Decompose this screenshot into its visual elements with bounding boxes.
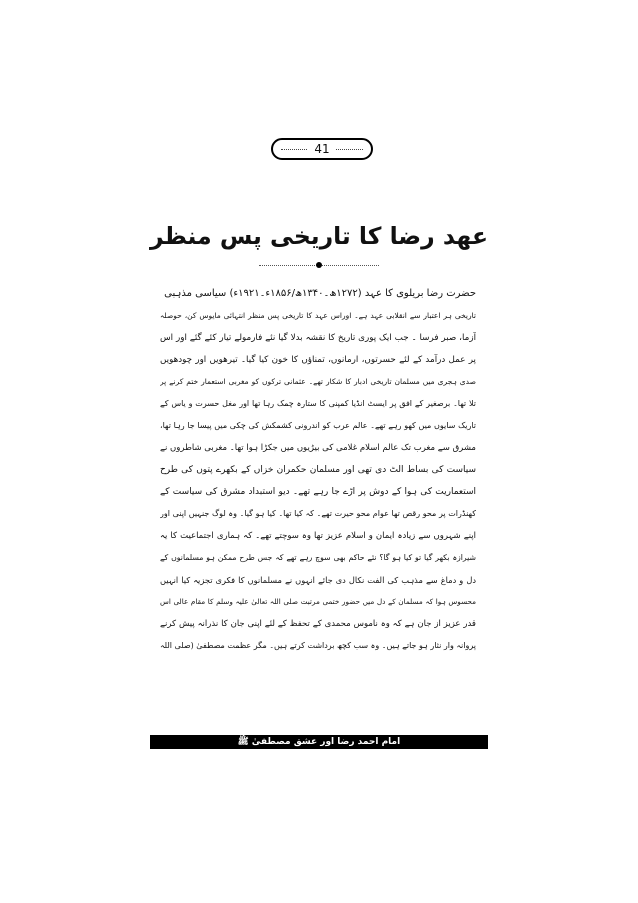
body-line: آزما، صبر فرسا ۔ جب ایک پوری تاریخ کا نقشہ بدلا گیا نئے فارمولے تیار کئے گئے اور اس (160, 333, 476, 343)
body-line: دل و دماغ سے مذہب کی الفت نکال دی جائے انہوں نے مسلمانوں کا فکری تجزیہ کیا انہیں (160, 575, 476, 585)
footer-bar (150, 735, 488, 749)
body-line: صدی ہجری میں مسلمان تاریخی ادبار کا شکار تھے۔ عثمانی ترکوں کو مغربی استعمار ختم کرنے پر (160, 377, 476, 386)
page-number: 41 (308, 142, 335, 156)
body-line: قدر عزیز از جان ہے کہ وہ ناموس محمدی کے تحفظ کے لئے اپنی جان کا نذرانہ پیش کرنے (160, 619, 476, 629)
page-number-frame (271, 138, 373, 160)
body-line: مشرق سے مغرب تک عالم اسلام غلامی کی بیڑیوں میں جکڑا ہوا تھا۔ مغربی شاطروں نے (160, 443, 476, 453)
body-line: شیرازہ بکھر گیا تو کیا ہو گا؟ نئے حاکم بھی سوچ رہے تھے کہ جس طرح ممکن ہو مسلمانوں کے (160, 553, 476, 562)
body-line: تلا تھا۔ برصغیر کے افق پر ایسٹ انڈیا کمپنی کا ستارہ چمک رہا تھا اور مغل حسرت و یاس کے (160, 399, 476, 408)
chapter-title: عهد رضا کا تاریخی پس منظر (149, 222, 488, 250)
body-text (160, 283, 476, 657)
body-line: حضرت رضا بریلوی کا عہد (۱۲۷۲ھ۔۱۳۴۰ھ/۱۸۵۶ء۔۱۹۲۱ء) سیاسی مذہبی (164, 288, 476, 299)
body-line: استعماریت کی ہوا کے دوش پر اڑے جا رہے تھے۔ دیو استبداد مشرق کی سیاست کے (160, 487, 476, 497)
body-line: محسوس ہوا کہ مسلمان کے دل میں حضور ختمی مرتبت صلی اللہ تعالیٰ علیہ وسلم کا مقام عالی اس (160, 597, 476, 606)
body-line: اپنے شہروں سے زیادہ ایمان و اسلام عزیز تھا وہ سوچتے تھے۔ کہ ہماری اجتماعیت کا یہ (160, 531, 476, 541)
body-line: سیاست کی بساط الٹ دی تھی اور مسلمان حکمران خزاں کے بکھرے پتوں کی طرح (160, 465, 476, 475)
body-line: تاریک سایوں میں کھو رہے تھے۔ عالم عرب کو اندرونی کشمکش کی چکی میں پیسا جا رہا تھا، (160, 421, 476, 430)
body-line: پروانہ وار نثار ہو جاتے ہیں۔ وہ سب کچھ برداشت کرتے ہیں۔ مگر عظمت مصطفیٰ (صلی اللہ (160, 641, 476, 650)
body-line: تاریخی ہر اعتبار سے انقلابی عہد ہے۔ اوراس عہد کا تاریخی پس منظر انتہائی مایوس کن، حوصلہ (160, 311, 476, 320)
title-divider-dot (316, 262, 322, 268)
footer-title: امام احمد رضا اور عشق مصطفیٰ ﷺ (237, 737, 401, 747)
body-line: پر عمل درآمد کے لئے حسرتوں، ارمانوں، تمناؤں کا خون کیا گیا۔ تیرھویں اور چودھویں (160, 355, 476, 365)
body-line: کھنڈرات پر محو رقص تھا عوام محو حیرت تھے۔ کہ کیا تھا۔ کیا ہو گیا۔ وہ لوگ جنہیں اپنی اور (160, 509, 476, 518)
